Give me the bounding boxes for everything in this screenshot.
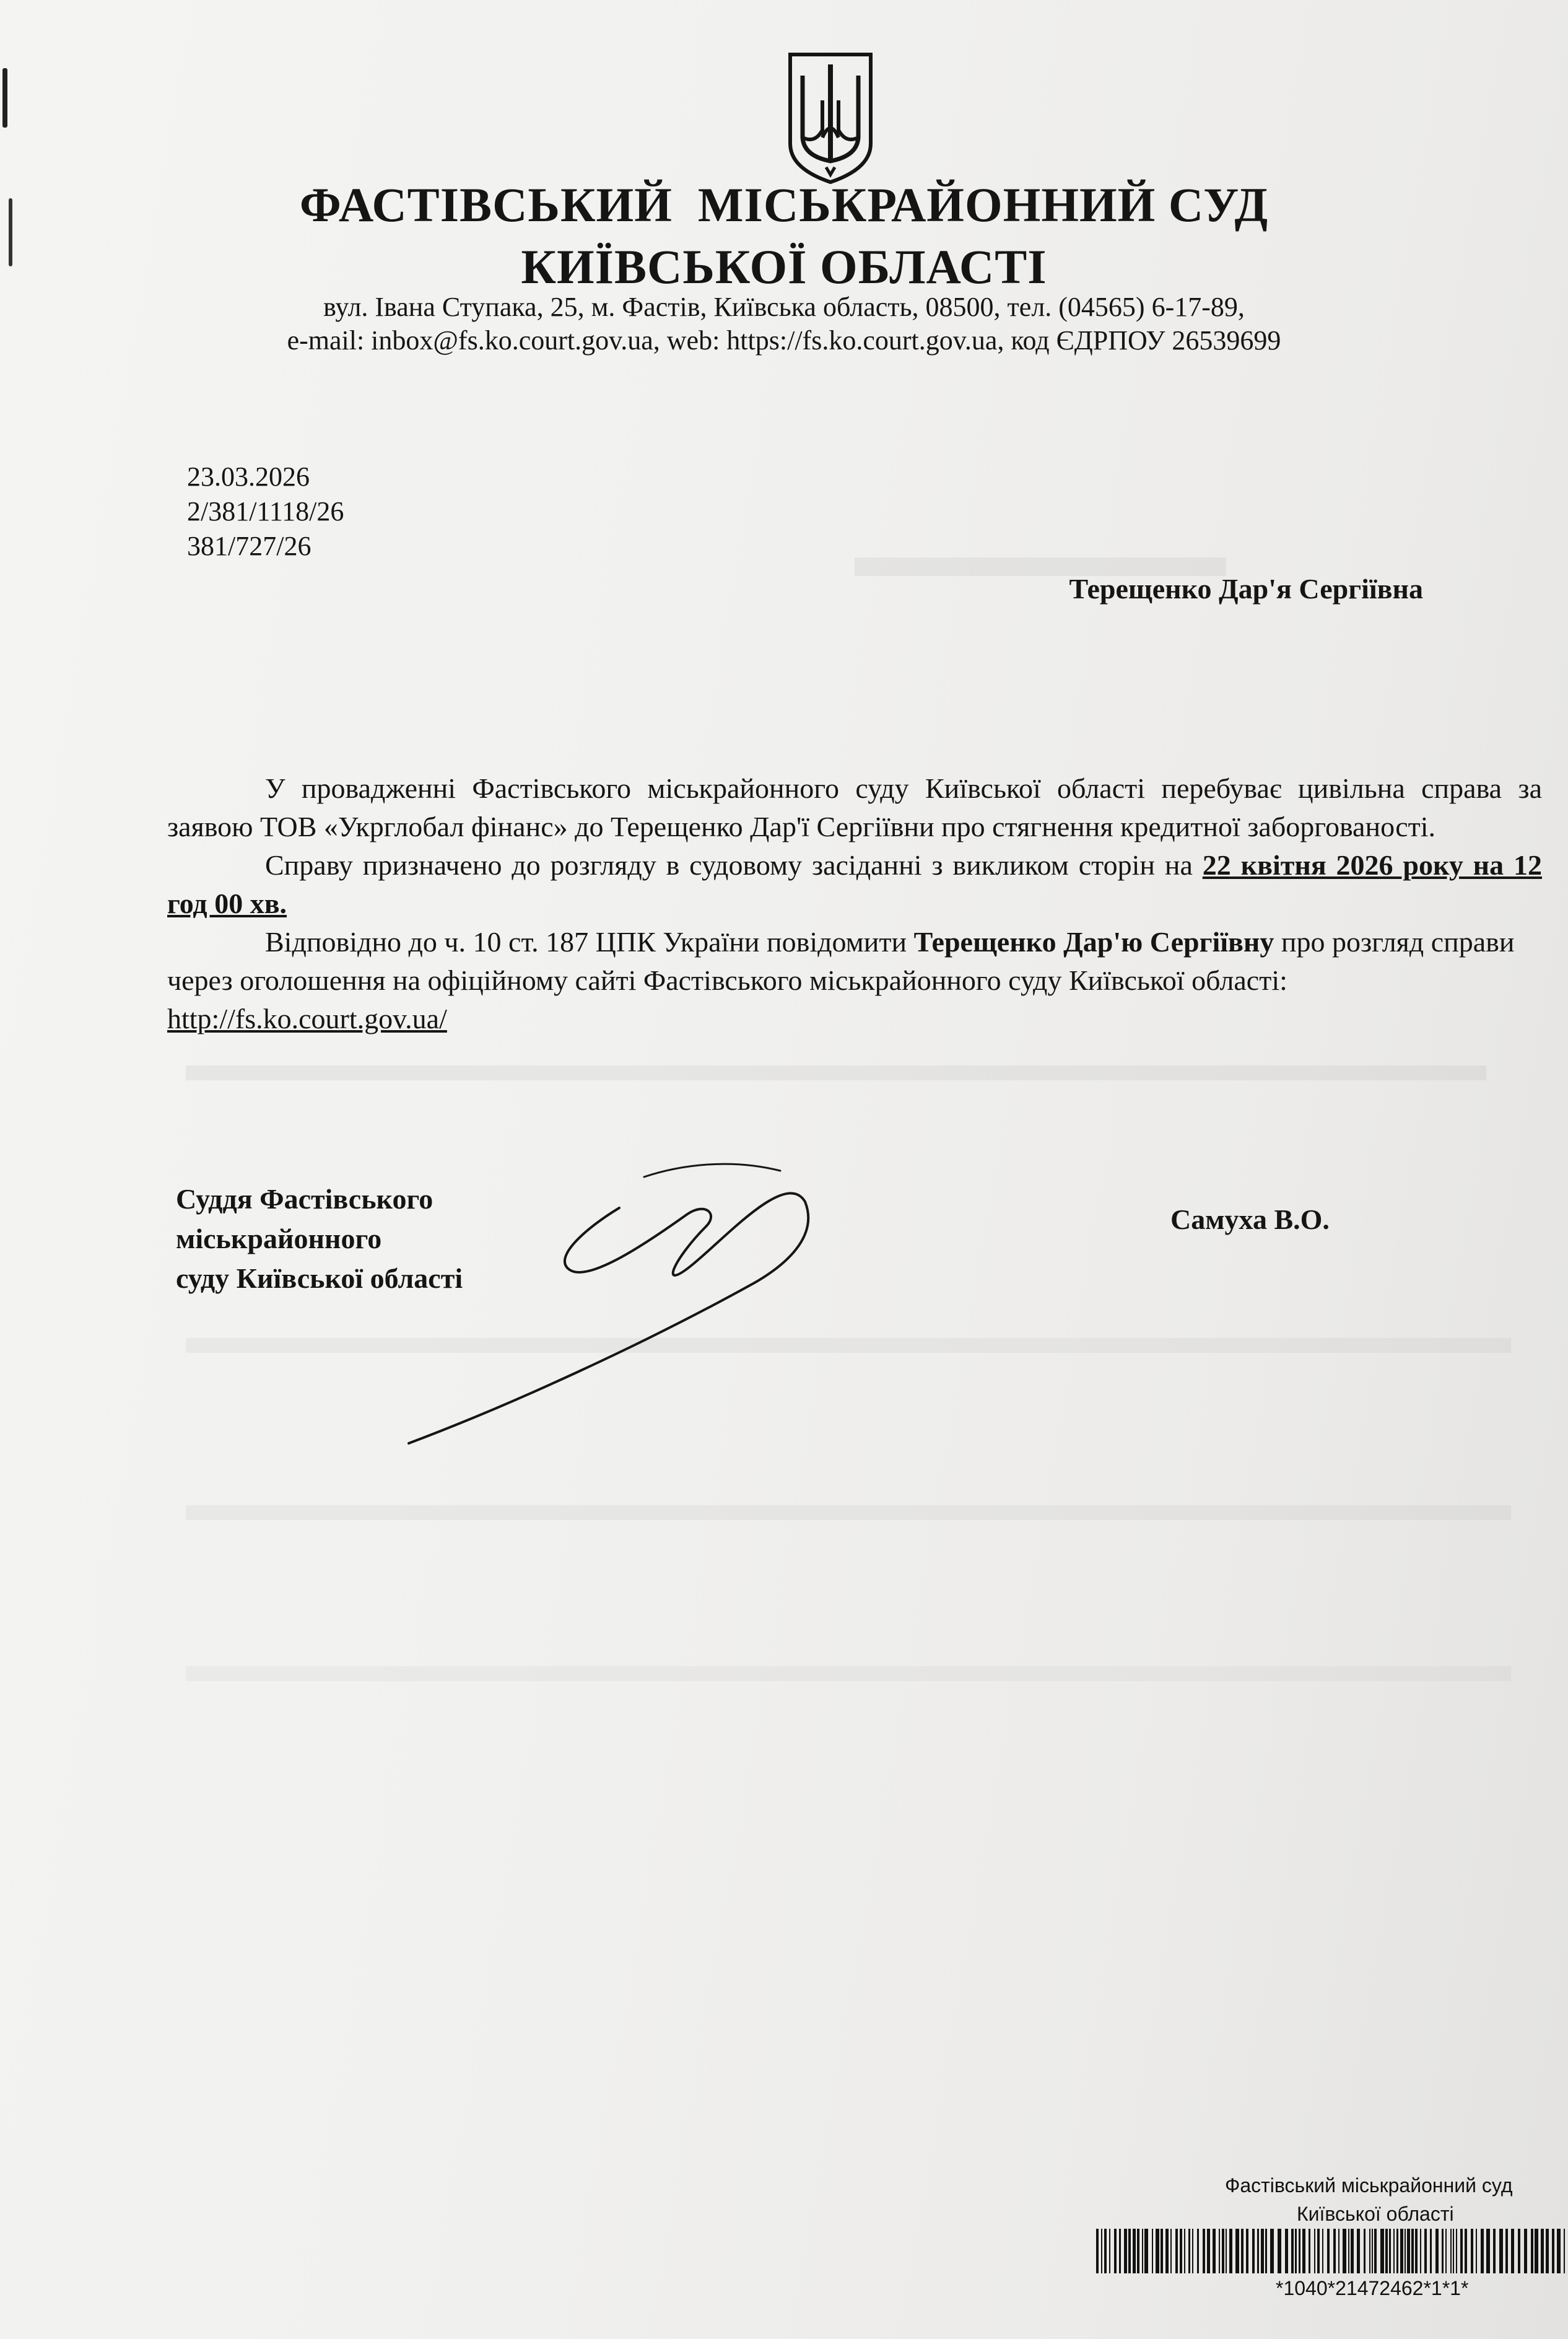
barcode-bar (1327, 2229, 1330, 2273)
barcode-bar (1380, 2229, 1384, 2273)
coat-of-arms-icon (785, 51, 876, 186)
barcode (1096, 2229, 1568, 2273)
barcode-bar (1450, 2229, 1452, 2273)
barcode-bar (1207, 2229, 1210, 2273)
barcode-bar (1524, 2229, 1527, 2273)
barcode-bar (1222, 2229, 1224, 2273)
barcode-bar (1188, 2229, 1190, 2273)
barcode-bar (1486, 2229, 1490, 2273)
barcode-bar (1265, 2229, 1267, 2273)
barcode-bar (1246, 2229, 1248, 2273)
barcode-bar (1184, 2229, 1185, 2273)
barcode-bar (1557, 2229, 1561, 2273)
show-through-background (186, 1666, 1511, 1681)
court-name-line1: ФАСТІВСЬКИЙ МІСЬКРАЙОННИЙ СУД (299, 178, 1269, 232)
barcode-bar (1333, 2229, 1336, 2273)
barcode-bar (1351, 2229, 1354, 2273)
barcode-bar (1317, 2229, 1320, 2273)
barcode-bar (1493, 2229, 1496, 2273)
judge-title-line: суду Київської області (176, 1262, 463, 1294)
barcode-bar (1285, 2229, 1288, 2273)
barcode-bar (1241, 2229, 1244, 2273)
judge-title-line: міськрайонного (176, 1223, 382, 1254)
barcode-bar (1156, 2229, 1159, 2273)
barcode-bar (1226, 2229, 1227, 2273)
barcode-bar (1518, 2229, 1520, 2273)
barcode-bar (1430, 2229, 1432, 2273)
barcode-bar (1142, 2229, 1143, 2273)
document-date: 23.03.2026 (187, 461, 310, 492)
barcode-bar (1505, 2229, 1508, 2273)
judge-title-line: Суддя Фастівського (176, 1183, 433, 1215)
barcode-bar (1531, 2229, 1533, 2273)
barcode-bar (1219, 2229, 1220, 2273)
barcode-bar (1424, 2229, 1427, 2273)
barcode-bar (1229, 2229, 1232, 2273)
barcode-bar (1152, 2229, 1153, 2273)
barcode-bar (1302, 2229, 1305, 2273)
barcode-bar (1270, 2229, 1274, 2273)
barcode-bar (1481, 2229, 1484, 2273)
barcode-bar (1119, 2229, 1121, 2273)
stamp-region: Київської області (1297, 2203, 1454, 2225)
barcode-bar (1552, 2229, 1554, 2273)
barcode-bar (1175, 2229, 1178, 2273)
handwritten-signature (384, 1158, 855, 1449)
barcode-bar (1456, 2229, 1457, 2273)
barcode-bar (1338, 2229, 1339, 2273)
show-through-background (186, 1065, 1486, 1080)
barcode-bar (1213, 2229, 1216, 2273)
barcode-bar (1411, 2229, 1414, 2273)
barcode-bar (1257, 2229, 1259, 2273)
judge-name: Самуха В.О. (1170, 1204, 1330, 1235)
barcode-bar (1161, 2229, 1163, 2273)
barcode-bar (1405, 2229, 1406, 2273)
barcode-bar (1476, 2229, 1477, 2273)
barcode-bar (1453, 2229, 1454, 2273)
barcode-number: *1040*21472462*1*1* (1276, 2277, 1469, 2299)
court-address: вул. Івана Ступака, 25, м. Фастів, Київська область, 08500, тел. (04565) 6-17-89, (323, 292, 1245, 322)
paragraph-hearing-date (167, 846, 1542, 923)
addressee-name: Терещенко Дар'я Сергіївна (1069, 573, 1423, 605)
barcode-bar (1546, 2229, 1549, 2273)
barcode-bar (1369, 2229, 1370, 2273)
barcode-bar (1393, 2229, 1395, 2273)
registration-number: 381/727/26 (187, 531, 311, 561)
barcode-bar (1203, 2229, 1205, 2273)
barcode-bar (1374, 2229, 1377, 2273)
barcode-bar (1299, 2229, 1300, 2273)
barcode-bar (1357, 2229, 1360, 2273)
court-contacts: e-mail: inbox@fs.ko.court.gov.ua, web: https://fs.ko.court.gov.ua, код ЄДРПОУ 26539699 (287, 325, 1281, 356)
barcode-bar (1372, 2229, 1373, 2273)
barcode-bar (1180, 2229, 1182, 2273)
barcode-bar (1278, 2229, 1281, 2273)
barcode-bar (1133, 2229, 1136, 2273)
barcode-bar (1137, 2229, 1139, 2273)
hearing-date: 22 квітня 2026 року на 12 год 00 хв. (167, 849, 1542, 919)
barcode-bar (1396, 2229, 1398, 2273)
case-number: 2/381/1118/26 (187, 496, 344, 527)
notice-lead-text: Відповідно до ч. 10 ст. 187 ЦПК України повідомити (265, 926, 914, 958)
barcode-bar (1165, 2229, 1169, 2273)
barcode-bar (1420, 2229, 1421, 2273)
barcode-bar (1114, 2229, 1117, 2273)
barcode-bar (1309, 2229, 1310, 2273)
barcode-bar (1252, 2229, 1255, 2273)
barcode-bar (1348, 2229, 1349, 2273)
letter-body (167, 769, 1542, 1038)
barcode-bar (1144, 2229, 1148, 2273)
barcode-bar (1541, 2229, 1544, 2273)
paragraph-notice (167, 923, 1542, 1038)
barcode-bar (1442, 2229, 1444, 2273)
notice-person-name: Терещенко Дар'ю Сергіївну (913, 926, 1274, 958)
edge-mark (2, 68, 7, 128)
stamp-court-name: Фастівський міськрайонний суд (1225, 2174, 1513, 2197)
barcode-bar (1511, 2229, 1514, 2273)
barcode-bar (1445, 2229, 1447, 2273)
barcode-bar (1564, 2229, 1565, 2273)
barcode-bar (1389, 2229, 1391, 2273)
barcode-bar (1124, 2229, 1127, 2273)
barcode-bar (1101, 2229, 1102, 2273)
barcode-bar (1096, 2229, 1099, 2273)
barcode-bar (1435, 2229, 1439, 2273)
barcode-bar (1295, 2229, 1297, 2273)
barcode-bar (1407, 2229, 1410, 2273)
show-through-background (186, 1505, 1511, 1520)
court-website-link[interactable]: http://fs.ko.court.gov.ua/ (167, 1003, 447, 1034)
barcode-bar (1192, 2229, 1193, 2273)
barcode-bar (1235, 2229, 1239, 2273)
paragraph-case-info: У провадженні Фастівського міськрайонного суду Київської області перебуває цивільна справа за заявою ТОВ «Укрглобал фінанс» до Терещенко Дар'ї Сергіївни про стягнення кредитної заборгованості. (167, 772, 1542, 842)
court-name-line2: КИЇВСЬКОЇ ОБЛАСТІ (521, 240, 1047, 294)
barcode-bar (1128, 2229, 1131, 2273)
barcode-bar (1314, 2229, 1315, 2273)
barcode-bar (1197, 2229, 1199, 2273)
barcode-bar (1460, 2229, 1463, 2273)
hearing-lead-text: Справу призначено до розгляду в судовому засіданні з викликом сторін на (265, 849, 1203, 881)
barcode-bar (1471, 2229, 1473, 2273)
barcode-bar (1385, 2229, 1388, 2273)
barcode-bar (1261, 2229, 1264, 2273)
barcode-bar (1415, 2229, 1418, 2273)
barcode-bar (1291, 2229, 1294, 2273)
barcode-bar (1104, 2229, 1107, 2273)
barcode-bar (1499, 2229, 1503, 2273)
barcode-bar (1400, 2229, 1403, 2273)
barcode-bar (1343, 2229, 1346, 2273)
barcode-bar (1535, 2229, 1538, 2273)
barcode-bar (1170, 2229, 1172, 2273)
barcode-bar (1322, 2229, 1323, 2273)
barcode-bar (1364, 2229, 1365, 2273)
barcode-bar (1465, 2229, 1467, 2273)
barcode-bar (1109, 2229, 1110, 2273)
notice-tail-text: про розгляд справи через оголошення на офіційному сайті Фастівського міськрайонного суду Київської області: (167, 926, 1515, 996)
